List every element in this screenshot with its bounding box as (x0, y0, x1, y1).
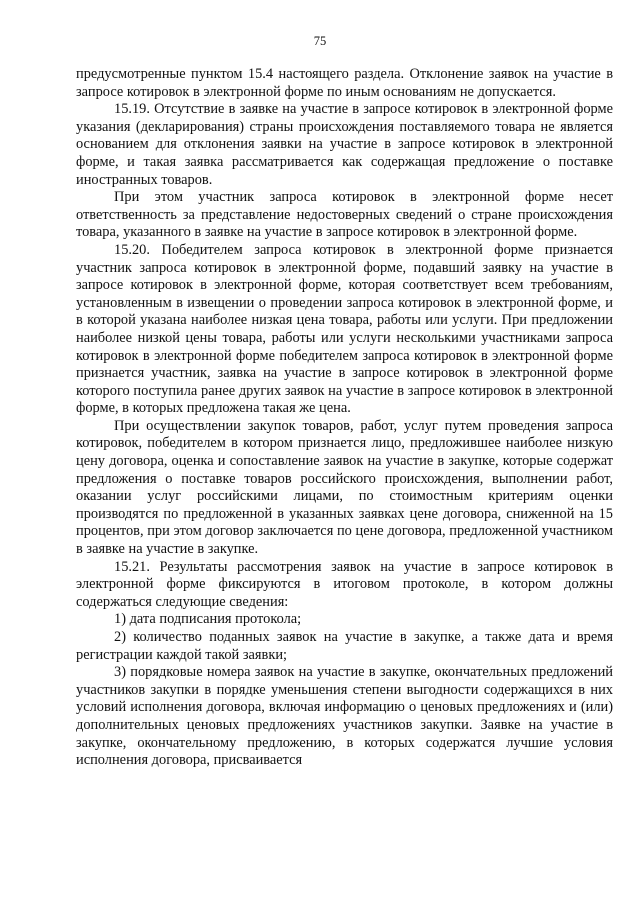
document-body (76, 66, 613, 770)
paragraph-15-20: 15.20. Победителем запроса котировок в электронной форме признается участник запроса котировок в электронной форме, подавший заявку на участие в запросе котировок в электронной форме, которая соответствует всем требованиям, установленным в извещении о проведении запроса котировок в электронной форме, и в которой указана наиболее низкая цена товара, работы или услуги. При предложении наиболее низкой цены товара, работы или услуги несколькими участниками запроса котировок в электронной форме победителем запроса котировок в электронной форме признается участник, заявка на участие в запросе котировок в электронной форме которого поступила ранее других заявок на участие в запросе котировок в электронной форме, в которых предложена такая же цена. (76, 241, 613, 417)
list-item-2: 2) количество поданных заявок на участие в закупке, а также дата и время регистрации каждой такой заявки; (76, 629, 613, 663)
paragraph-15-21: 15.21. Результаты рассмотрения заявок на участие в запросе котировок в электронной форме фиксируются в итоговом протоколе, в котором должны содержаться следующие сведения: (76, 558, 613, 610)
list-item-3: 3) порядковые номера заявок на участие в закупке, окончательных предложений участников закупки в порядке уменьшения степени выгодности содержащихся в них условий исполнения договора, включая информацию о ценовых предложениях и (или) дополнительных ценовых предложениях участников закупки. Заявке на участие в закупке, окончательному предложению, в которых содержатся лучшие условия исполнения договора, присваивается (76, 664, 613, 769)
paragraph-15-19: 15.19. Отсутствие в заявке на участие в запросе котировок в электронной форме указания (декларирования) страны происхождения поставляемого товара не является основанием для отклонения заявки на участие в запросе котировок в электронной форме, и такая заявка рассматривается как содержащая предложение о поставке иностранных товаров. (76, 101, 613, 188)
page-number: 75 (313, 34, 327, 48)
list-item-1: 1) дата подписания протокола; (114, 611, 302, 628)
paragraph-price-preference: При осуществлении закупок товаров, работ, услуг путем проведения запроса котировок, победителем в котором признается лицо, предложившее наиболее низкую цену договора, оценка и сопоставление заявок на участие в закупке, которые содержат предложения о поставке товаров российского происхождения, выполнении работ, оказании услуг российскими лицами, по стоимостным критериям оценки производятся по предложенной в указанных заявках цене договора, сниженной на 15 процентов, при этом договор заключается по цене договора, предложенной участником в заявке на участие в закупке. (76, 417, 613, 558)
paragraph-continuation: предусмотренные пунктом 15.4 настоящего раздела. Отклонение заявок на участие в запросе котировок в электронной форме по иным основаниям не допускается. (76, 66, 613, 100)
paragraph-liability: При этом участник запроса котировок в электронной форме несет ответственность за представление недостоверных сведений о стране происхождения товара, указанного в заявке на участие в запросе котировок в электронной форме. (76, 189, 613, 241)
